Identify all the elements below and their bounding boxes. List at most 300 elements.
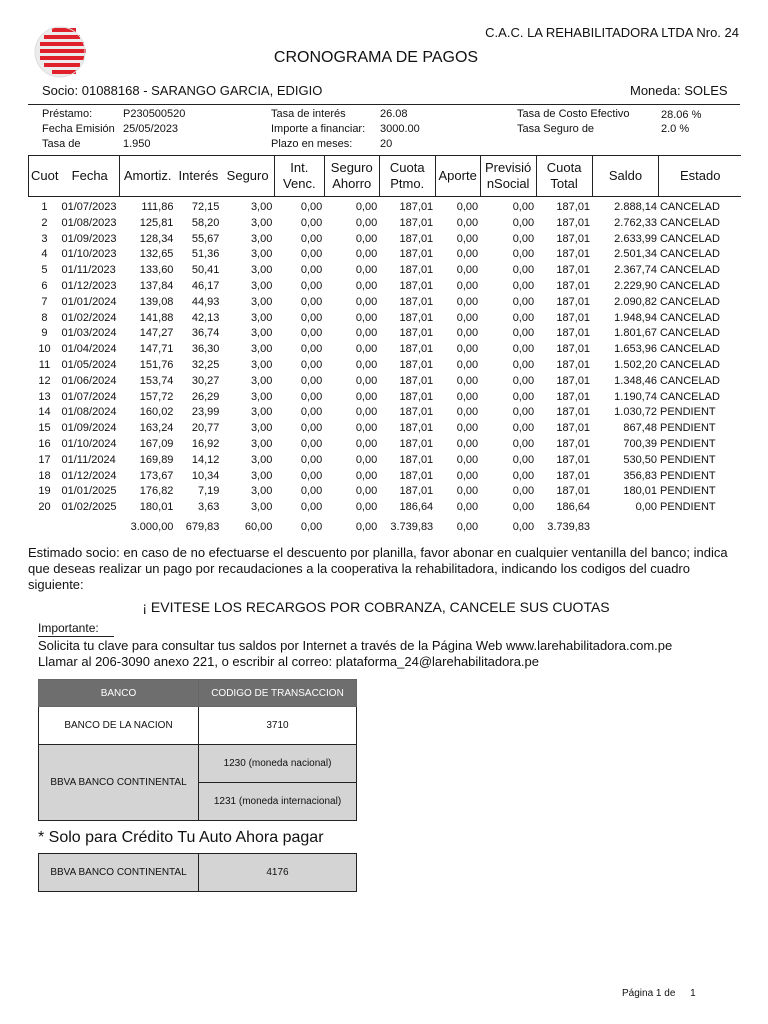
cell-seguro: 3,00 bbox=[250, 501, 273, 514]
table-row bbox=[29, 390, 742, 406]
cell-seguro-ahorro: 0,00 bbox=[355, 390, 378, 403]
total-cuota bbox=[29, 516, 61, 536]
cell-amortizacion: 173,67 bbox=[139, 469, 174, 482]
total-seguro: 60,00 bbox=[244, 520, 273, 533]
total-cuota-total: 3.739,83 bbox=[547, 520, 591, 533]
cell-prevision-social: 0,00 bbox=[512, 327, 535, 340]
cell-fecha: 01/03/2024 bbox=[61, 327, 117, 340]
cell-fecha: 01/09/2024 bbox=[61, 422, 117, 435]
cell-fecha: 01/11/2024 bbox=[61, 453, 116, 466]
tasa-value: 1.950 bbox=[123, 138, 151, 150]
payment-notice: Estimado socio: en caso de no efectuarse el descuento por planilla, favor abonar en cualquier ventanilla del banco; indica que deseas realizar un pago por recaudaciones a la cooperativa la rehabilitadora, indicando los codigos del cuadro siguiente: bbox=[28, 545, 728, 592]
currency-info: Moneda: SOLES bbox=[630, 83, 728, 98]
cell-saldo: 2.762,33 bbox=[614, 216, 657, 229]
cell-estado: CANCELAD bbox=[659, 295, 720, 308]
cell-cuota-total: 187,01 bbox=[556, 201, 591, 213]
bank-bbva-name: BBVA BANCO CONTINENTAL bbox=[39, 745, 199, 821]
cell-amortizacion: 147,71 bbox=[139, 343, 174, 356]
cell-amortizacion: 153,74 bbox=[139, 374, 174, 387]
table-row bbox=[29, 279, 742, 295]
cell-cuota: 20 bbox=[38, 501, 51, 514]
header-int-venc: Int. Venc. bbox=[274, 156, 324, 197]
cell-cuota-total: 187,01 bbox=[556, 406, 591, 419]
plazo-label: Plazo en meses: bbox=[271, 138, 353, 150]
cell-cuota-total: 187,01 bbox=[556, 295, 591, 308]
cell-amortizacion: 180,01 bbox=[139, 501, 174, 514]
cell-aporte: 0,00 bbox=[456, 248, 479, 261]
cell-fecha: 01/06/2024 bbox=[61, 374, 117, 387]
cell-seguro: 3,00 bbox=[250, 343, 273, 356]
cell-estado: CANCELAD bbox=[659, 327, 720, 340]
header-amortizacion: Amortiz. bbox=[119, 156, 175, 197]
cell-seguro: 3,00 bbox=[250, 216, 273, 229]
cell-cuota-total: 187,01 bbox=[556, 422, 591, 435]
cell-prevision-social: 0,00 bbox=[512, 422, 535, 435]
cell-prevision-social: 0,00 bbox=[512, 264, 535, 277]
cell-aporte: 0,00 bbox=[456, 469, 479, 482]
table-row bbox=[29, 453, 742, 469]
cell-interes: 32,25 bbox=[191, 358, 220, 371]
page-title: CRONOGRAMA DE PAGOS bbox=[273, 49, 479, 66]
warning-message: ¡ EVITESE LOS RECARGOS POR COBRANZA, CANCELE SUS CUOTAS bbox=[142, 599, 610, 615]
total-aporte: 0,00 bbox=[456, 520, 479, 533]
table-row bbox=[29, 216, 742, 232]
cell-fecha: 01/12/2023 bbox=[61, 279, 117, 292]
cell-interes: 16,92 bbox=[191, 437, 220, 450]
cell-interes: 72,15 bbox=[191, 201, 220, 213]
header-seguro: Seguro bbox=[221, 156, 274, 197]
header-divider bbox=[28, 104, 740, 105]
code-column-header: CODIGO DE TRANSACCION bbox=[199, 680, 357, 707]
cell-fecha: 01/08/2023 bbox=[61, 216, 117, 229]
cell-seguro: 3,00 bbox=[250, 248, 273, 261]
cell-int-venc: 0,00 bbox=[300, 501, 323, 514]
cell-saldo: 1.348,46 bbox=[614, 374, 657, 387]
cell-int-venc: 0,00 bbox=[300, 437, 323, 450]
credit-bank-table bbox=[38, 853, 357, 892]
cell-prevision-social: 0,00 bbox=[512, 216, 535, 229]
payment-schedule-table bbox=[28, 155, 741, 536]
cell-cuota-total: 187,01 bbox=[556, 327, 591, 340]
table-row bbox=[29, 484, 742, 500]
cell-cuota: 5 bbox=[41, 264, 48, 277]
table-row bbox=[29, 500, 742, 516]
table-row bbox=[29, 247, 742, 263]
cell-amortizacion: 167,09 bbox=[139, 437, 174, 450]
cell-seguro-ahorro: 0,00 bbox=[355, 422, 378, 435]
cell-fecha: 01/07/2023 bbox=[61, 201, 117, 213]
tasa-label: Tasa de bbox=[42, 138, 81, 150]
cell-saldo: 356,83 bbox=[623, 469, 657, 482]
cell-cuota-total: 187,01 bbox=[556, 264, 591, 277]
cell-seguro: 3,00 bbox=[250, 264, 273, 277]
cell-cuota-ptmo: 187,01 bbox=[399, 248, 434, 261]
credit-auto-title: * Solo para Crédito Tu Auto Ahora pagar bbox=[38, 829, 324, 846]
cell-prevision-social: 0,00 bbox=[512, 248, 535, 261]
cell-fecha: 01/12/2024 bbox=[61, 469, 117, 482]
cell-cuota-ptmo: 187,01 bbox=[399, 437, 434, 450]
cell-estado: CANCELAD bbox=[659, 374, 720, 387]
cell-int-venc: 0,00 bbox=[300, 343, 323, 356]
cell-fecha: 01/11/2023 bbox=[61, 264, 116, 277]
cell-seguro-ahorro: 0,00 bbox=[355, 295, 378, 308]
total-amortizacion: 3.000,00 bbox=[130, 520, 174, 533]
total-interes: 679,83 bbox=[185, 520, 220, 533]
cell-estado: CANCELAD bbox=[659, 279, 720, 292]
cell-prevision-social: 0,00 bbox=[512, 279, 535, 292]
cell-aporte: 0,00 bbox=[456, 264, 479, 277]
prestamo-value: P230500520 bbox=[123, 108, 186, 120]
cell-estado: CANCELAD bbox=[659, 248, 720, 261]
cell-cuota: 8 bbox=[41, 311, 48, 324]
cell-cuota: 17 bbox=[38, 453, 51, 466]
cell-seguro-ahorro: 0,00 bbox=[355, 343, 378, 356]
cell-int-venc: 0,00 bbox=[300, 485, 323, 498]
cell-cuota-ptmo: 187,01 bbox=[399, 390, 434, 403]
cell-amortizacion: 176,82 bbox=[139, 485, 174, 498]
cell-estado: CANCELAD bbox=[659, 232, 720, 245]
cell-fecha: 01/02/2024 bbox=[61, 311, 117, 324]
cell-seguro-ahorro: 0,00 bbox=[355, 358, 378, 371]
cell-aporte: 0,00 bbox=[456, 358, 479, 371]
cell-seguro-ahorro: 0,00 bbox=[355, 232, 378, 245]
cell-cuota-total: 187,01 bbox=[556, 232, 591, 245]
cell-amortizacion: 137,84 bbox=[139, 279, 174, 292]
cell-prevision-social: 0,00 bbox=[512, 469, 535, 482]
cell-int-venc: 0,00 bbox=[300, 279, 323, 292]
header-saldo: Saldo bbox=[592, 156, 659, 197]
cell-aporte: 0,00 bbox=[456, 422, 479, 435]
cell-amortizacion: 128,34 bbox=[139, 232, 174, 245]
cell-interes: 26,29 bbox=[191, 390, 220, 403]
cell-int-venc: 0,00 bbox=[300, 248, 323, 261]
cell-estado: CANCELAD bbox=[659, 343, 720, 356]
table-row bbox=[29, 374, 742, 390]
cell-saldo: 180,01 bbox=[623, 485, 657, 498]
cell-cuota-ptmo: 187,01 bbox=[399, 422, 434, 435]
importe-value: 3000.00 bbox=[380, 123, 420, 135]
table-row bbox=[29, 295, 742, 311]
total-seguro-ahorro: 0,00 bbox=[355, 520, 378, 533]
cell-cuota: 6 bbox=[41, 279, 48, 292]
cell-amortizacion: 157,72 bbox=[139, 390, 174, 403]
cell-estado: CANCELAD bbox=[659, 358, 720, 371]
bank-bbva-code-international: 1231 (moneda internacional) bbox=[199, 783, 357, 821]
cell-cuota-ptmo: 186,64 bbox=[399, 501, 434, 514]
cell-cuota-total: 187,01 bbox=[556, 390, 591, 403]
cell-aporte: 0,00 bbox=[456, 390, 479, 403]
cell-seguro: 3,00 bbox=[250, 295, 273, 308]
cell-prevision-social: 0,00 bbox=[512, 343, 535, 356]
cell-aporte: 0,00 bbox=[456, 501, 479, 514]
cell-cuota: 1 bbox=[41, 201, 48, 213]
cell-saldo: 0,00 bbox=[635, 501, 657, 514]
header-cuota-total: Cuota Total bbox=[536, 156, 592, 197]
cell-amortizacion: 151,76 bbox=[139, 358, 174, 371]
table-row bbox=[29, 311, 742, 327]
cell-cuota-total: 187,01 bbox=[556, 453, 591, 466]
cell-int-venc: 0,00 bbox=[300, 295, 323, 308]
importe-label: Importe a financiar: bbox=[271, 123, 366, 135]
cell-fecha: 01/07/2024 bbox=[61, 390, 117, 403]
cell-cuota-total: 187,01 bbox=[556, 279, 591, 292]
cell-interes: 23,99 bbox=[191, 406, 220, 419]
cell-estado: CANCELAD bbox=[659, 264, 720, 277]
cell-cuota-ptmo: 187,01 bbox=[399, 216, 434, 229]
bank-column-header: BANCO bbox=[39, 680, 199, 707]
cell-seguro: 3,00 bbox=[250, 437, 273, 450]
cell-saldo: 2.090,82 bbox=[614, 295, 657, 308]
cell-seguro: 3,00 bbox=[250, 374, 273, 387]
table-row bbox=[29, 437, 742, 453]
cell-interes: 55,67 bbox=[191, 232, 220, 245]
cell-fecha: 01/08/2024 bbox=[61, 406, 117, 419]
cell-saldo: 1.502,20 bbox=[614, 358, 657, 371]
cell-estado: PENDIENT bbox=[659, 469, 716, 482]
cell-cuota-ptmo: 187,01 bbox=[399, 264, 434, 277]
cell-cuota: 18 bbox=[38, 469, 51, 482]
cell-prevision-social: 0,00 bbox=[512, 295, 535, 308]
cell-estado: CANCELAD bbox=[659, 311, 720, 324]
cell-amortizacion: 169,89 bbox=[139, 453, 174, 466]
cell-int-venc: 0,00 bbox=[300, 264, 323, 277]
cell-amortizacion: 133,60 bbox=[139, 264, 174, 277]
total-prevision-social: 0,00 bbox=[512, 520, 535, 533]
cell-saldo: 2.888,14 bbox=[614, 201, 657, 213]
bank-nacion-code: 3710 bbox=[199, 707, 357, 745]
cell-cuota-total: 187,01 bbox=[556, 469, 591, 482]
cell-saldo: 1.190,74 bbox=[614, 390, 657, 403]
total-int-venc: 0,00 bbox=[300, 520, 323, 533]
fecha-emision-label: Fecha Emisión bbox=[42, 123, 115, 135]
cell-cuota: 3 bbox=[41, 232, 48, 245]
cell-prevision-social: 0,00 bbox=[512, 485, 535, 498]
cell-prevision-social: 0,00 bbox=[512, 358, 535, 371]
header-prevision-social: Previsió nSocial bbox=[480, 156, 536, 197]
cell-seguro: 3,00 bbox=[250, 469, 273, 482]
cell-cuota-total: 187,01 bbox=[556, 485, 591, 498]
total-fecha bbox=[60, 516, 119, 536]
page-total: 1 bbox=[690, 988, 696, 999]
cell-cuota-ptmo: 187,01 bbox=[399, 232, 434, 245]
cell-prevision-social: 0,00 bbox=[512, 201, 535, 213]
cell-seguro: 3,00 bbox=[250, 390, 273, 403]
cell-estado: CANCELAD bbox=[659, 201, 720, 213]
cell-amortizacion: 125,81 bbox=[139, 216, 174, 229]
cell-saldo: 867,48 bbox=[623, 422, 657, 435]
cell-amortizacion: 111,86 bbox=[141, 201, 174, 213]
cell-interes: 58,20 bbox=[191, 216, 220, 229]
cell-estado: PENDIENT bbox=[659, 453, 716, 466]
cell-interes: 14,12 bbox=[191, 453, 220, 466]
cell-cuota-total: 186,64 bbox=[556, 501, 591, 514]
cell-interes: 3,63 bbox=[197, 501, 220, 514]
cell-int-venc: 0,00 bbox=[300, 216, 323, 229]
cell-amortizacion: 163,24 bbox=[139, 422, 174, 435]
cell-cuota: 14 bbox=[38, 406, 51, 419]
cell-aporte: 0,00 bbox=[456, 327, 479, 340]
cell-cuota-ptmo: 187,01 bbox=[399, 374, 434, 387]
cell-seguro: 3,00 bbox=[250, 232, 273, 245]
cell-aporte: 0,00 bbox=[456, 311, 479, 324]
header-seguro-ahorro: Seguro Ahorro bbox=[324, 156, 379, 197]
cell-fecha: 01/01/2024 bbox=[61, 295, 117, 308]
cell-amortizacion: 132,65 bbox=[139, 248, 174, 261]
cell-seguro: 3,00 bbox=[250, 358, 273, 371]
cell-saldo: 2.501,34 bbox=[614, 248, 657, 261]
cell-saldo: 1.948,94 bbox=[614, 311, 657, 324]
cell-cuota: 13 bbox=[38, 390, 51, 403]
cell-cuota: 4 bbox=[41, 248, 48, 261]
cell-int-venc: 0,00 bbox=[300, 390, 323, 403]
cell-seguro: 3,00 bbox=[250, 422, 273, 435]
cell-saldo: 700,39 bbox=[623, 437, 657, 450]
cell-aporte: 0,00 bbox=[456, 343, 479, 356]
seguro-value: 2.0 % bbox=[661, 123, 690, 135]
cell-cuota: 7 bbox=[41, 295, 48, 308]
cell-aporte: 0,00 bbox=[456, 295, 479, 308]
socio-info: Socio: 01088168 - SARANGO GARCIA, EDIGIO bbox=[42, 83, 323, 98]
cell-cuota: 16 bbox=[38, 437, 51, 450]
cell-seguro-ahorro: 0,00 bbox=[355, 485, 378, 498]
cell-estado: CANCELAD bbox=[659, 216, 720, 229]
cell-int-venc: 0,00 bbox=[300, 406, 323, 419]
credit-bank-code: 4176 bbox=[199, 854, 357, 892]
important-label: Importante: bbox=[38, 621, 99, 635]
cell-seguro: 3,00 bbox=[250, 201, 273, 213]
cell-fecha: 01/09/2023 bbox=[61, 232, 117, 245]
cell-prevision-social: 0,00 bbox=[512, 311, 535, 324]
cell-cuota-ptmo: 187,01 bbox=[399, 279, 434, 292]
cell-aporte: 0,00 bbox=[456, 279, 479, 292]
schedule-header-row bbox=[29, 156, 742, 197]
cell-saldo: 2.229,90 bbox=[614, 279, 657, 292]
table-row bbox=[29, 232, 742, 248]
prestamo-label: Préstamo: bbox=[42, 108, 93, 120]
cell-cuota-total: 187,01 bbox=[556, 343, 591, 356]
cell-interes: 44,93 bbox=[191, 295, 220, 308]
cell-seguro-ahorro: 0,00 bbox=[355, 248, 378, 261]
cell-seguro: 3,00 bbox=[250, 327, 273, 340]
cell-aporte: 0,00 bbox=[456, 406, 479, 419]
cell-cuota: 12 bbox=[38, 374, 51, 387]
cell-amortizacion: 147,27 bbox=[139, 327, 174, 340]
cell-fecha: 01/04/2024 bbox=[61, 343, 117, 356]
cell-interes: 10,34 bbox=[191, 469, 220, 482]
cell-fecha: 01/05/2024 bbox=[61, 358, 117, 371]
cell-cuota-total: 187,01 bbox=[556, 216, 591, 229]
cell-amortizacion: 139,08 bbox=[139, 295, 174, 308]
cell-interes: 30,27 bbox=[191, 374, 220, 387]
fecha-emision-value: 25/05/2023 bbox=[123, 123, 179, 135]
cell-cuota-ptmo: 187,01 bbox=[399, 406, 434, 419]
total-cuota-ptmo: 3.739,83 bbox=[390, 520, 434, 533]
cell-saldo: 2.633,99 bbox=[614, 232, 657, 245]
totals-row bbox=[29, 516, 742, 536]
cell-seguro-ahorro: 0,00 bbox=[355, 406, 378, 419]
cell-estado: PENDIENT bbox=[659, 406, 716, 419]
cell-fecha: 01/10/2024 bbox=[61, 437, 117, 450]
cell-interes: 51,36 bbox=[191, 248, 220, 261]
cell-seguro: 3,00 bbox=[250, 453, 273, 466]
cell-int-venc: 0,00 bbox=[300, 201, 323, 213]
cell-cuota: 19 bbox=[38, 485, 51, 498]
seguro-label: Tasa Seguro de bbox=[517, 123, 595, 135]
cell-seguro: 3,00 bbox=[250, 406, 273, 419]
important-line-web: Solicita tu clave para consultar tus saldos por Internet a través de la Página Web www.larehabilitadora.com.pe bbox=[38, 638, 673, 653]
cell-estado: PENDIENT bbox=[659, 437, 716, 450]
header-interes: Interés bbox=[175, 156, 221, 197]
bank-nacion-name: BANCO DE LA NACION bbox=[39, 707, 199, 745]
costo-efectivo-value: 28.06 % bbox=[661, 109, 702, 121]
header-cuota-ptmo: Cuota Ptmo. bbox=[379, 156, 435, 197]
cell-int-venc: 0,00 bbox=[300, 358, 323, 371]
cell-cuota-total: 187,01 bbox=[556, 374, 591, 387]
cell-cuota: 15 bbox=[38, 422, 51, 435]
cell-interes: 50,41 bbox=[191, 264, 220, 277]
cell-saldo: 1.653,96 bbox=[614, 343, 657, 356]
cell-estado: PENDIENT bbox=[659, 501, 716, 514]
page-label: Página 1 de bbox=[622, 988, 676, 999]
cell-interes: 20,77 bbox=[191, 422, 220, 435]
cell-cuota: 9 bbox=[41, 327, 48, 340]
cell-int-venc: 0,00 bbox=[300, 232, 323, 245]
cell-seguro-ahorro: 0,00 bbox=[355, 327, 378, 340]
cell-seguro-ahorro: 0,00 bbox=[355, 201, 378, 213]
cell-cuota-ptmo: 187,01 bbox=[399, 295, 434, 308]
cell-estado: PENDIENT bbox=[659, 485, 716, 498]
cell-saldo: 530,50 bbox=[623, 453, 657, 466]
cell-estado: PENDIENT bbox=[659, 422, 716, 435]
cell-cuota: 2 bbox=[41, 216, 48, 229]
table-row bbox=[29, 197, 742, 216]
important-underline bbox=[38, 636, 114, 637]
cell-interes: 46,17 bbox=[191, 279, 220, 292]
cell-seguro-ahorro: 0,00 bbox=[355, 374, 378, 387]
table-row bbox=[29, 469, 742, 485]
cell-interes: 42,13 bbox=[191, 311, 220, 324]
cell-seguro-ahorro: 0,00 bbox=[355, 264, 378, 277]
cell-cuota-ptmo: 187,01 bbox=[399, 311, 434, 324]
cell-aporte: 0,00 bbox=[456, 437, 479, 450]
cell-aporte: 0,00 bbox=[456, 216, 479, 229]
cell-prevision-social: 0,00 bbox=[512, 501, 535, 514]
bank-codes-table bbox=[38, 679, 357, 821]
cell-prevision-social: 0,00 bbox=[512, 406, 535, 419]
cell-prevision-social: 0,00 bbox=[512, 232, 535, 245]
cell-fecha: 01/01/2025 bbox=[61, 485, 117, 498]
cell-int-venc: 0,00 bbox=[300, 311, 323, 324]
cell-aporte: 0,00 bbox=[456, 232, 479, 245]
cell-seguro-ahorro: 0,00 bbox=[355, 279, 378, 292]
cell-cuota-total: 187,01 bbox=[556, 311, 591, 324]
table-row bbox=[29, 358, 742, 374]
table-row bbox=[29, 326, 742, 342]
credit-bank-name: BBVA BANCO CONTINENTAL bbox=[39, 854, 199, 892]
cell-aporte: 0,00 bbox=[456, 201, 479, 213]
cell-aporte: 0,00 bbox=[456, 485, 479, 498]
cell-cuota-ptmo: 187,01 bbox=[399, 343, 434, 356]
cell-int-venc: 0,00 bbox=[300, 327, 323, 340]
cell-seguro-ahorro: 0,00 bbox=[355, 437, 378, 450]
interes-value: 26.08 bbox=[380, 108, 408, 120]
table-row bbox=[29, 263, 742, 279]
important-text bbox=[38, 638, 672, 670]
cell-cuota-ptmo: 187,01 bbox=[399, 485, 434, 498]
cell-prevision-social: 0,00 bbox=[512, 453, 535, 466]
cell-int-venc: 0,00 bbox=[300, 374, 323, 387]
cell-int-venc: 0,00 bbox=[300, 453, 323, 466]
